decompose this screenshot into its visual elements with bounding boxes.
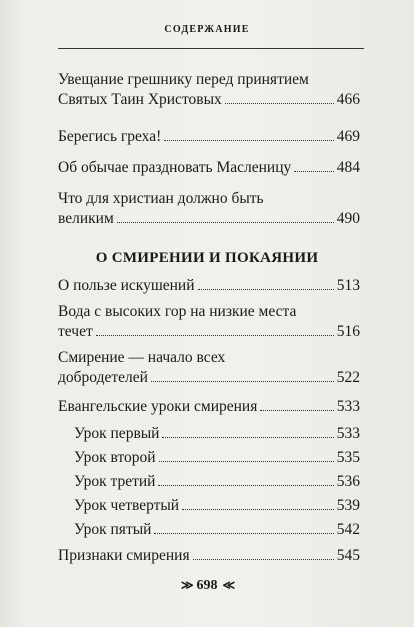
leader-dots <box>225 103 334 104</box>
toc-entry <box>58 276 360 296</box>
toc-entry-title-line1: Увещание грешнику перед принятием <box>58 71 309 88</box>
header-rule <box>58 48 364 49</box>
leader-dots <box>198 289 334 290</box>
toc-entry <box>58 70 360 110</box>
toc-subentry-title: Урок третий <box>74 473 156 490</box>
toc-entry <box>58 546 360 566</box>
toc-entry <box>58 348 360 388</box>
toc-entry <box>58 302 360 342</box>
toc-page-number: 469 <box>336 128 360 145</box>
leader-dots <box>117 222 334 223</box>
toc-page-number: 535 <box>336 449 360 466</box>
leader-dots <box>164 140 333 141</box>
ornament-right-icon: ≪ <box>222 578 234 592</box>
leader-dots <box>162 437 333 438</box>
toc-entry-title-line1: Смирение — начало всех <box>58 349 226 366</box>
toc-entry-title: великим <box>58 210 114 227</box>
toc-entry-title: добродетелей <box>58 369 148 386</box>
toc-entry <box>58 158 360 178</box>
leader-dots <box>158 485 333 486</box>
toc-subentry <box>74 448 360 468</box>
page-number: 698 <box>196 578 218 593</box>
toc-entry-title-line1: Вода с высоких гор на низкие места <box>58 303 297 320</box>
toc-page-number: 522 <box>336 369 360 386</box>
toc-entry-title: О пользе искушений <box>58 277 195 294</box>
toc-page-number: 490 <box>336 210 360 227</box>
running-header: СОДЕРЖАНИЕ <box>164 24 250 35</box>
leader-dots <box>151 381 334 382</box>
toc-page-number: 545 <box>336 547 360 564</box>
toc-page-number: 516 <box>336 323 360 340</box>
leader-dots <box>96 335 334 336</box>
toc-subentry <box>74 472 360 492</box>
toc-subentry-title: Урок четвертый <box>74 497 180 514</box>
leader-dots <box>294 171 334 172</box>
toc-entry-title: Об обычае праздновать Масленицу <box>58 159 292 176</box>
toc-page-number: 533 <box>336 425 360 442</box>
toc-entry-title: течет <box>58 323 93 340</box>
toc-page-number: 542 <box>336 521 360 538</box>
toc-entry-title: Признаки смирения <box>58 547 190 564</box>
leader-dots <box>159 461 334 462</box>
leader-dots <box>193 559 334 560</box>
toc-subentry <box>74 424 360 444</box>
toc-page-number: 533 <box>336 398 360 415</box>
page-footer <box>0 578 414 594</box>
toc-entry-title: Берегись греха! <box>58 128 162 145</box>
ornament-left-icon: ≫ <box>180 578 192 592</box>
toc-page-number: 513 <box>336 277 360 294</box>
leader-dots <box>182 509 334 510</box>
toc-entry <box>58 189 360 229</box>
toc-entry-title-line1: Что для христиан должно быть <box>58 190 264 207</box>
toc-entry <box>58 127 360 147</box>
toc-subentry-title: Урок второй <box>74 449 156 466</box>
section-heading: О СМИРЕНИИ И ПОКАЯНИИ <box>95 250 319 266</box>
toc-page-number: 484 <box>336 159 360 176</box>
toc-entry-title: Святых Таин Христовых <box>58 91 222 108</box>
leader-dots <box>154 533 333 534</box>
toc-page-number: 536 <box>336 473 360 490</box>
toc-subentry-title: Урок пятый <box>74 521 152 538</box>
toc-subentry-title: Урок первый <box>74 425 160 442</box>
toc-subentry <box>74 520 360 540</box>
toc-page-number: 466 <box>336 91 360 108</box>
toc-subentry <box>74 496 360 516</box>
toc-page-number: 539 <box>336 497 360 514</box>
toc-entry-title: Евангельские уроки смирения <box>58 398 258 415</box>
toc-entry <box>58 397 360 417</box>
leader-dots <box>260 410 333 411</box>
